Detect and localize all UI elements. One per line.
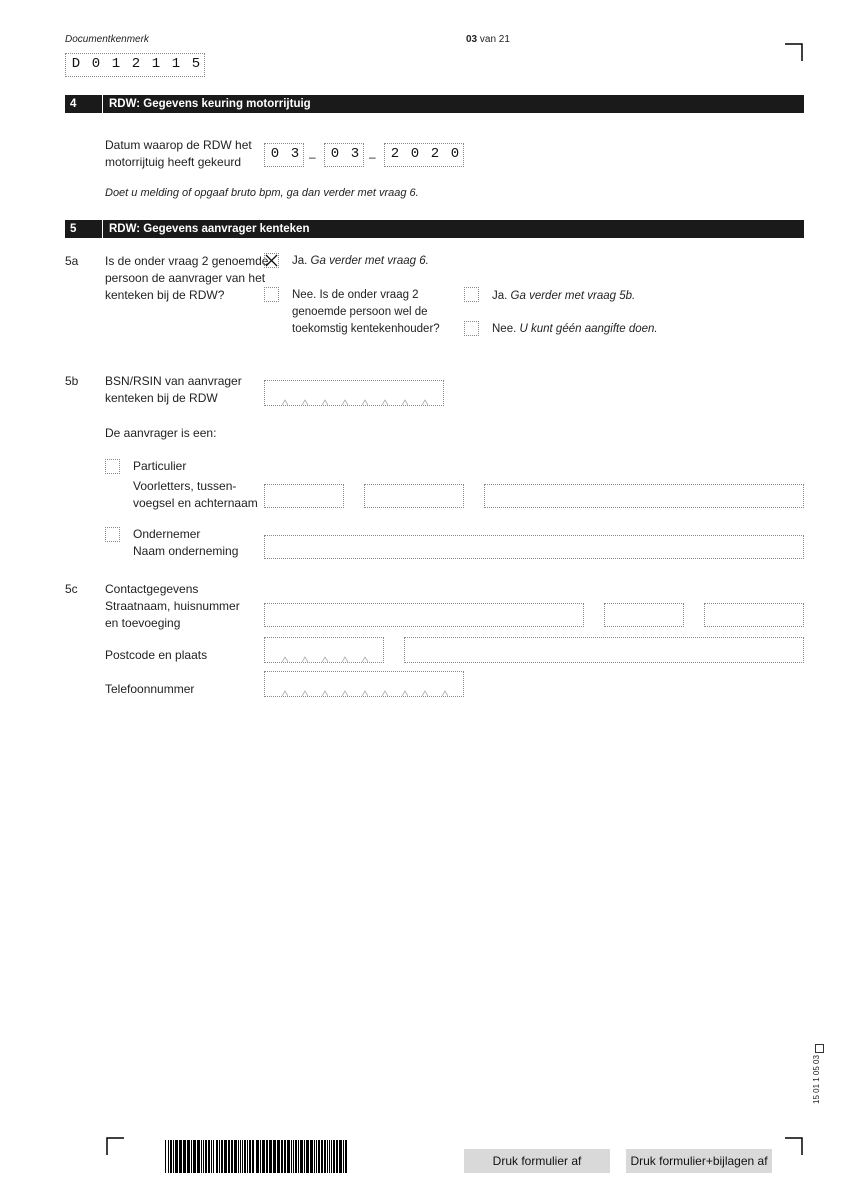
house-number-addition-input[interactable] [704,603,804,627]
checkbox-ondernemer[interactable] [105,527,120,542]
checkmark-x-icon [265,254,278,267]
character-cell: 1 [151,56,161,72]
label-line: Voorletters, tussen- [133,479,237,493]
page-total: van 21 [479,34,510,45]
bsn-label [105,373,242,407]
character-cell: 1 [111,56,121,72]
company-name-input[interactable] [264,535,804,559]
print-form-button[interactable]: Druk formulier af [464,1149,610,1173]
checkbox-5a-nee[interactable] [264,287,279,302]
label-line: Straatnaam, huisnummer [105,599,240,613]
postcode-input[interactable] [264,637,384,663]
barcode-icon [165,1140,349,1173]
character-cell: 2 [390,146,400,162]
character-cell: 3 [350,146,360,162]
label-line: BSN/RSIN van aanvrager [105,374,242,388]
character-separator-marks [265,690,463,696]
house-number-input[interactable] [604,603,684,627]
character-separator-marks [265,399,443,405]
initials-input[interactable] [264,484,344,508]
character-cell: 0 [410,146,420,162]
document-number-field[interactable] [65,53,205,77]
option-5a-sub-ja [492,288,635,305]
surname-input[interactable] [484,484,804,508]
checkbox-5a-sub-ja[interactable] [464,287,479,302]
label-line: Nee. Is de onder vraag 2 [292,289,419,301]
option-5a-nee [292,287,440,338]
label-line: persoon de aanvrager van het [105,271,266,285]
section-number: 4 [70,98,77,110]
contact-label [105,581,240,632]
label-line: kenteken bij de RDW? [105,288,225,302]
character-cell: 5 [191,56,201,72]
character-cell: 2 [430,146,440,162]
character-cell: D [71,56,81,72]
option-instruction: Ga verder met vraag 6. [310,255,429,267]
print-form-attachments-button[interactable]: Druk formulier+bijlagen af [626,1149,772,1173]
date-separator: – [369,150,376,164]
character-cell: 0 [270,146,280,162]
corner-mark-bottom-left [106,1137,124,1155]
option-prefix: Nee. [492,323,517,335]
checkbox-5a-ja[interactable] [264,253,279,268]
section-5-header [65,220,804,238]
character-cell: 0 [450,146,460,162]
character-cell: 0 [91,56,101,72]
checkbox-particulier[interactable] [105,459,120,474]
section-divider [102,95,103,113]
form-code: 15 01 1 05 03 [812,1055,821,1104]
character-cell: 1 [171,56,181,72]
label-line: Datum waarop de RDW het [105,138,252,152]
bsn-rsin-input[interactable] [264,380,444,406]
section-title: RDW: Gegevens keuring motorrijtuig [109,98,311,110]
question-5a-text [105,253,268,304]
label-line: kenteken bij de RDW [105,391,218,405]
option-prefix: Ja. [492,290,508,302]
question-number-5b: 5b [65,374,79,388]
company-name-label: Naam onderneming [133,544,239,558]
telephone-input[interactable] [264,671,464,697]
particulier-name-label [133,478,258,512]
label-line: toekomstig kentekenhouder? [292,323,440,335]
city-input[interactable] [404,637,804,663]
date-month-field[interactable] [324,143,364,167]
option-instruction: Ga verder met vraag 5b. [510,290,636,302]
label-line: Is de onder vraag 2 genoemde [105,254,269,268]
date-year-field[interactable] [384,143,464,167]
option-instruction: U kunt géén aangifte doen. [519,323,658,335]
section-title: RDW: Gegevens aanvrager kenteken [109,223,310,235]
postcode-label: Postcode en plaats [105,648,208,662]
inspection-date-label [105,137,252,171]
label-line: genoemde persoon wel de [292,306,428,318]
form-code-square-icon [815,1044,824,1053]
character-cell: 3 [290,146,300,162]
option-prefix: Ja. [292,255,308,267]
date-separator: – [309,150,316,164]
applicant-type-label: De aanvrager is een: [105,426,217,440]
character-separator-marks [265,656,383,662]
page-current: 03 [466,34,478,45]
page-indicator [466,34,510,45]
option-5a-sub-nee [492,321,658,338]
label-line: motorrijtuig heeft gekeurd [105,155,242,169]
prefix-input[interactable] [364,484,464,508]
street-input[interactable] [264,603,584,627]
section-4-header [65,95,804,113]
question-number-5c: 5c [65,582,78,596]
ondernemer-label: Ondernemer [133,527,201,541]
label-line: en toevoeging [105,616,181,630]
option-5a-ja [292,253,429,270]
section-4-note: Doet u melding of opgaaf bruto bpm, ga dan verder met vraag 6. [105,187,419,199]
character-cell: 0 [330,146,340,162]
telephone-label: Telefoonnummer [105,682,195,696]
checkbox-5a-sub-nee[interactable] [464,321,479,336]
corner-mark-top-right [785,43,803,61]
section-number: 5 [70,223,77,235]
corner-mark-bottom-right [785,1137,803,1155]
character-cell: 2 [131,56,141,72]
particulier-label: Particulier [133,459,187,473]
date-day-field[interactable] [264,143,304,167]
document-label: Documentkenmerk [65,34,149,45]
label-line: Contactgegevens [105,582,199,596]
section-divider [102,220,103,238]
question-number-5a: 5a [65,254,79,268]
label-line: voegsel en achternaam [133,496,258,510]
